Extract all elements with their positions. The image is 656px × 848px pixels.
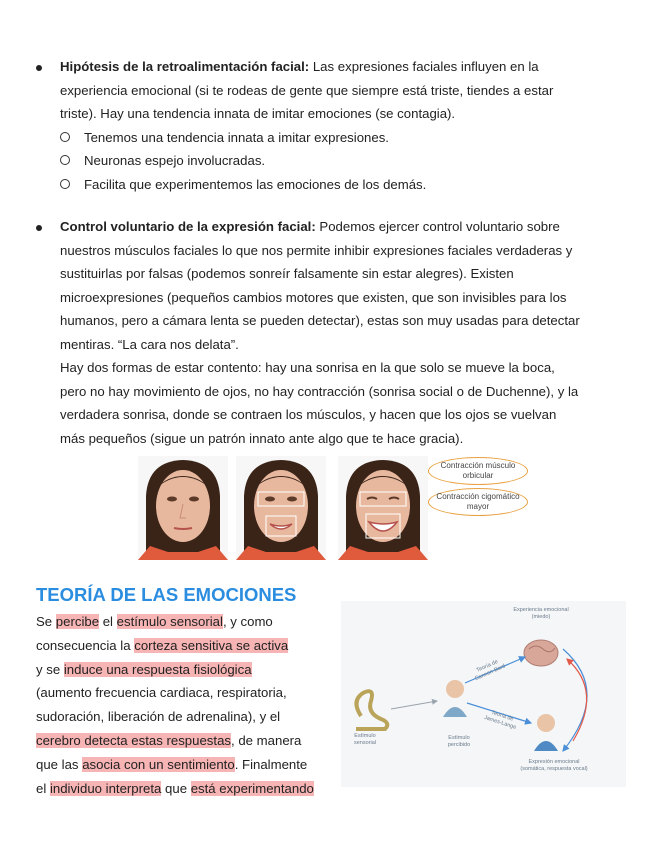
sub-item: Neuronas espejo involucradas. <box>36 149 626 173</box>
facial-feedback-section <box>36 55 626 196</box>
voluntary-control-heading: Control voluntario de la expresión facial: <box>60 219 316 234</box>
facial-feedback-sublist <box>36 126 626 197</box>
cigomatic-callout: Contracción cigomático mayor <box>428 488 528 516</box>
orbicular-callout: Contracción músculo orbicular <box>428 457 528 485</box>
hollow-bullet-icon <box>60 155 70 165</box>
emotion-theories-diagram: Experiencia emocional (miedo) Estímulo sensorial Estímulo percibido Expresión emocional (somática, respuesta vocal) Teoría de Cannon-Bard Teoría de James-Lange <box>341 601 626 787</box>
voluntary-control-bullet: Control voluntario de la expresión facial: Podemos ejercer control voluntario sobre nuestros músculos faciales lo que nos permite inhibir expresiones faciales verdaderas y sustituirlas por falsas (podemos sonreír falsamente sin estar alegres). Existen microexpresiones (pequeños cambios motores que existen, que son invisibles para los humanos, pero a cámara lenta se pueden detectar), estas son muy usadas para detectar mentiras. “La cara nos delata”. Hay dos formas de estar contento: hay una sonrisa en la que solo se mueve la boca, pero no hay movimiento de ojos, no hay contracción (sonrisa social o de Duchenne), y la verdadera sonrisa, donde se contraen los músculos, y hacen que los ojos se vuelvan más pequeños (sigue un patrón innato ante algo que te hace gracia). <box>36 215 626 450</box>
bullet-dot-icon <box>36 225 42 231</box>
sub-item: Facilita que experimentemos las emociones de los demás. <box>36 173 626 197</box>
section-title: TEORÍA DE LAS EMOCIONES <box>36 584 297 605</box>
neutral-face-image <box>138 456 228 560</box>
bullet-dot-icon <box>36 65 42 71</box>
sub-item: Tenemos una tendencia innata a imitar expresiones. <box>36 126 626 150</box>
facial-feedback-heading: Hipótesis de la retroalimentación facial: <box>60 59 310 74</box>
facial-feedback-text-3: triste). Hay una tendencia innata de imitar emociones (se contagia). <box>60 106 456 121</box>
hollow-bullet-icon <box>60 179 70 189</box>
voluntary-control-section <box>36 215 626 450</box>
facial-feedback-text-1: Las expresiones faciales influyen en la <box>309 59 539 74</box>
hollow-bullet-icon <box>60 132 70 142</box>
facial-feedback-bullet <box>36 55 626 126</box>
theory-paragraph: Se percibe el estímulo sensorial, y como consecuencia la corteza sensitiva se activa y se induce una respuesta fisiológica (aumento frecuencia cardiaca, respiratoria, sudoración, liberación de adrenalina), y el cerebro detecta estas respuestas, de manera que las asocia con un sentimiento. Finalmente el individuo interpreta que está experimentando <box>36 614 314 796</box>
social-smile-face-image <box>236 456 326 560</box>
duchenne-smile-face-image <box>338 456 428 560</box>
facial-feedback-text-2: experiencia emocional (si te rodeas de gente que siempre está triste, tiendes a estar <box>60 82 554 98</box>
